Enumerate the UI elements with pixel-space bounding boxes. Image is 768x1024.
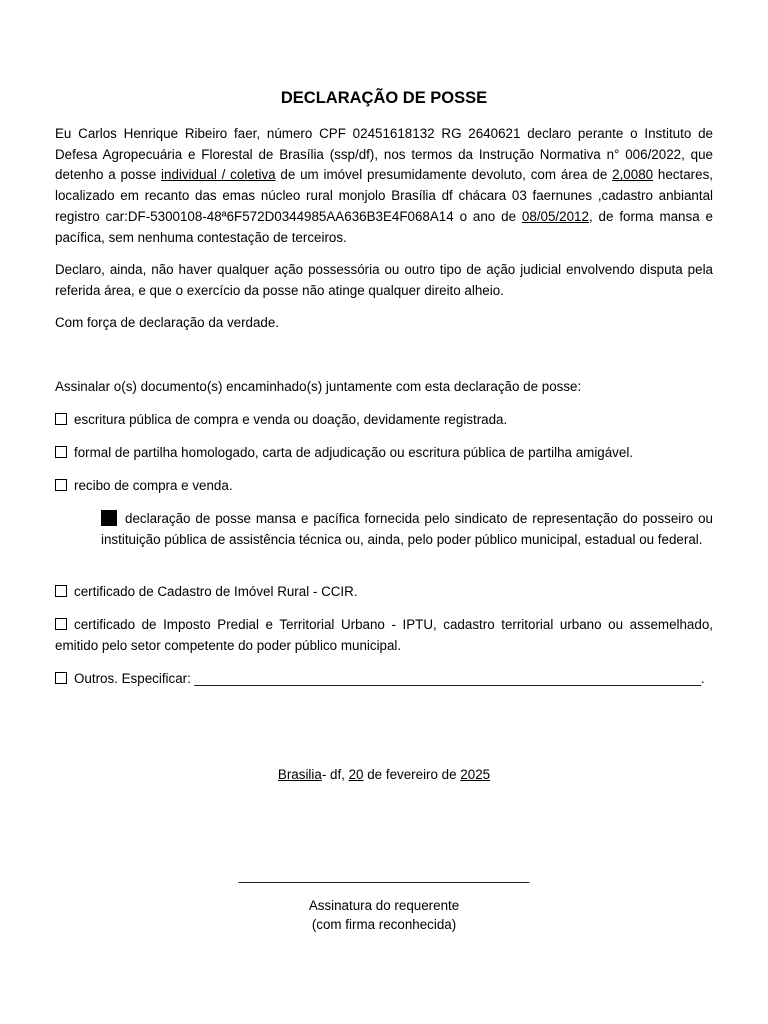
truth-statement: Com força de declaração da verdade. bbox=[55, 315, 280, 330]
posse-type: individual / coletiva bbox=[161, 167, 276, 183]
option-escritura[interactable] bbox=[55, 410, 715, 431]
date-line bbox=[0, 765, 768, 786]
option-outros[interactable] bbox=[55, 669, 715, 690]
checkbox[interactable] bbox=[55, 672, 67, 684]
date-city: Brasilia bbox=[277, 767, 322, 782]
option-label: formal de partilha homologado, carta de adjudicação ou escritura pública de partilha amigável. bbox=[74, 445, 634, 460]
declaration-text-4: , de forma mansa e pacífica, sem nenhuma contestação de terceiros. bbox=[55, 208, 713, 245]
declaration-text-2: de um imóvel presumidamente devoluto, com área de bbox=[275, 167, 613, 183]
option-label: escritura pública de compra e venda ou doação, devidamente registrada. bbox=[74, 412, 508, 427]
option-label: recibo de compra e venda. bbox=[74, 478, 233, 493]
option-formal-partilha[interactable] bbox=[55, 443, 715, 464]
instruction-text: Assinalar o(s) documento(s) encaminhado(s) juntamente com esta declaração de posse: bbox=[55, 379, 582, 394]
checkbox[interactable] bbox=[55, 479, 67, 491]
option-label: certificado de Imposto Predial e Territorial Urbano - IPTU, cadastro territorial urbano ou assemelhado, emitido pelo setor competente do poder público municipal. bbox=[55, 617, 713, 653]
no-litigation-paragraph: Declaro, ainda, não haver qualquer ação possessória ou outro tipo de ação judicial envolvendo disputa pela referida área, e que o exercício da posse não atinge qualquer direito alheio. bbox=[55, 262, 713, 298]
checkbox[interactable] bbox=[55, 413, 67, 425]
option-recibo[interactable] bbox=[55, 476, 715, 497]
signature-note: (com firma reconhecida) bbox=[311, 917, 457, 932]
option-iptu[interactable] bbox=[55, 615, 713, 656]
option-label: declaração de posse mansa e pacífica fornecida pelo sindicato de representação do posseiro ou instituição pública de assistência técnica ou, ainda, pelo poder público municipal, estadual ou federal. bbox=[101, 511, 713, 547]
declaration-paragraph bbox=[55, 124, 713, 248]
date-year: 2025 bbox=[460, 767, 491, 782]
signature-label: Assinatura do requerente bbox=[308, 898, 460, 913]
option-label: certificado de Cadastro de Imóvel Rural - CCIR. bbox=[74, 584, 358, 599]
checkbox[interactable] bbox=[55, 585, 67, 597]
date-month: de fevereiro de bbox=[363, 767, 461, 782]
checkbox-checked[interactable] bbox=[101, 510, 117, 526]
declaration-text-3: hectares, localizado em recanto das emas núcleo rural monjolo Brasília df chácara 03 faernunes ,cadastro anbiantal registro car:DF-5300108-48ª6F572D0344985AA636B3E4F068A14 o ano de bbox=[55, 167, 713, 224]
option-label: Outros. Especificar: ____________________________________________________________________. bbox=[74, 671, 705, 686]
option-declaracao-posse[interactable] bbox=[101, 509, 713, 550]
date-separator: - df, bbox=[321, 767, 349, 782]
date-day: 20 bbox=[348, 767, 364, 782]
area-value: 2,0080 bbox=[612, 167, 654, 183]
option-ccir[interactable] bbox=[55, 582, 715, 603]
checkbox[interactable] bbox=[55, 446, 67, 458]
posse-date: 08/05/2012 bbox=[521, 208, 589, 224]
signature-line: _______________________________________ bbox=[238, 868, 530, 883]
checkbox[interactable] bbox=[55, 618, 67, 630]
declaration-text-1: Eu Carlos Henrique Ribeiro faer, número CPF 02451618132 RG 2640621 declaro perante o Instituto de Defesa Agropecuária e Florestal de Brasília (ssp/df), nos termos da Instrução Normativa n° 006/2022, que detenho a posse bbox=[55, 126, 713, 183]
page-title: DECLARAÇÃO DE POSSE bbox=[280, 89, 488, 107]
